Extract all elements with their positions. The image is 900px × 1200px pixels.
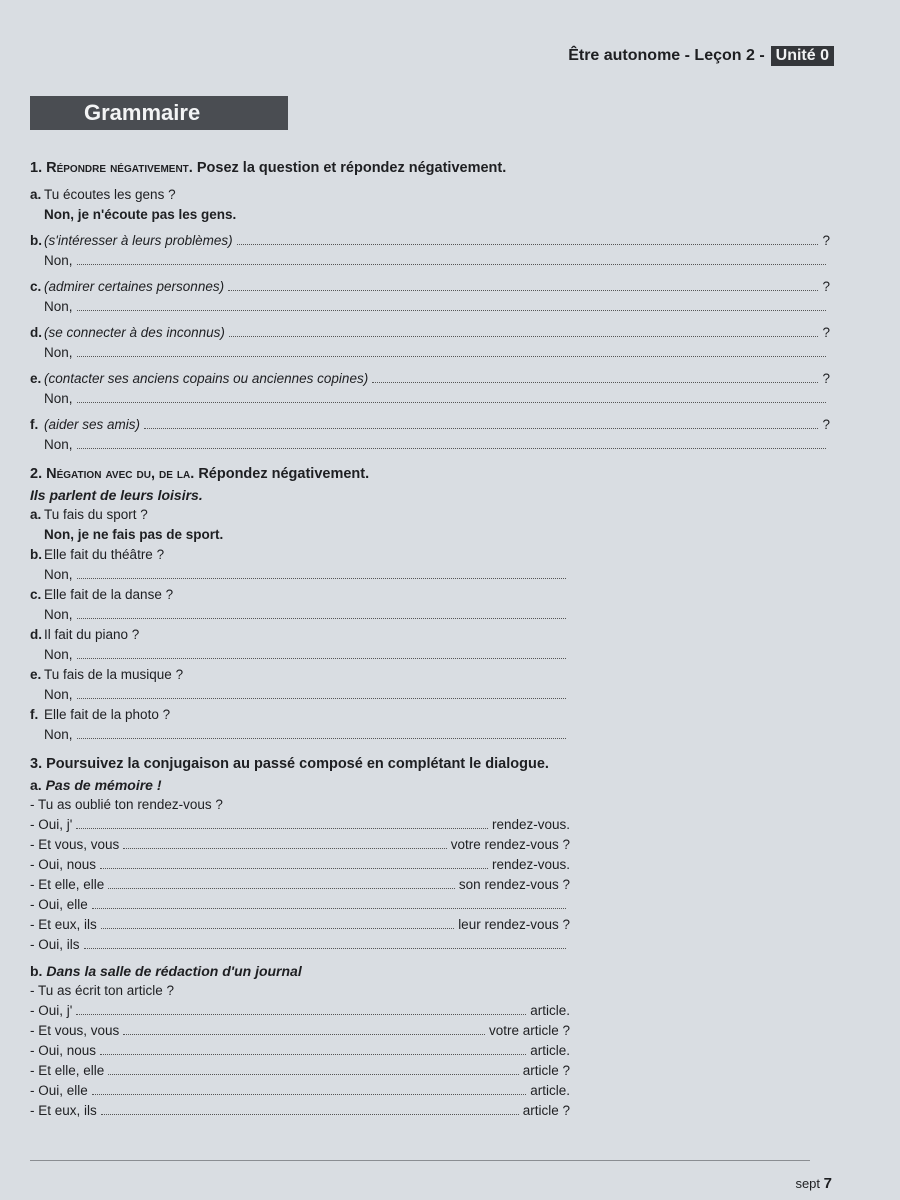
ex1-non-e: Non,	[30, 389, 830, 409]
dialog-line	[30, 835, 570, 855]
page-number: sept 7	[795, 1175, 832, 1192]
ex2-item-b: b. Elle fait du théâtre ?	[30, 547, 165, 562]
answer-line[interactable]	[108, 875, 455, 889]
ex1-non-c: Non,	[30, 297, 830, 317]
dialog-line	[30, 935, 570, 955]
answer-line[interactable]	[123, 835, 446, 849]
dialog-line-end: rendez-vous.	[491, 857, 570, 872]
answer-line[interactable]	[92, 1081, 526, 1095]
dialog-line	[30, 855, 570, 875]
dialog-line-end: article ?	[522, 1103, 570, 1118]
footer-rule	[30, 1160, 810, 1161]
ex1-item-c: c. (admirer certaines personnes) ?	[30, 279, 830, 294]
dialog-line	[30, 1061, 570, 1081]
dialog-line	[30, 815, 570, 835]
ex2-item-d: d. Il fait du piano ?	[30, 627, 140, 642]
answer-line[interactable]	[101, 915, 454, 929]
exercise-1	[30, 157, 830, 455]
dialog-b	[30, 981, 570, 1121]
dialog-line-end: rendez-vous.	[491, 817, 570, 832]
ex1-item-f: f. (aider ses amis) ?	[30, 417, 830, 432]
answer-line[interactable]	[77, 343, 826, 357]
ex2-item-f: f. Elle fait de la photo ?	[30, 707, 171, 722]
dialog-a	[30, 795, 570, 955]
ex1-item-d: d. (se connecter à des inconnus) ?	[30, 325, 830, 340]
dialog-line	[30, 875, 570, 895]
answer-line[interactable]	[77, 645, 566, 659]
answer-line[interactable]	[144, 415, 818, 429]
dialog-line	[30, 915, 570, 935]
dialog-line	[30, 981, 570, 1001]
dialog-line	[30, 795, 570, 815]
lesson-title: Être autonome - Leçon 2 -	[568, 47, 765, 64]
exercise-2-title: 2. Négation avec du, de la. Répondez négativement.	[30, 466, 370, 482]
exercise-1-title: 1. Répondre négativement. Posez la question et répondez négativement.	[30, 160, 507, 176]
ex2-non-b: Non,	[30, 565, 570, 585]
answer-line[interactable]	[77, 297, 826, 311]
dialog-line-end: votre article ?	[488, 1023, 570, 1038]
ex2-item-a: a. Tu fais du sport ?	[30, 507, 148, 522]
answer-line[interactable]	[372, 369, 818, 383]
answer-line[interactable]	[77, 605, 566, 619]
dialog-line-end: article.	[530, 1003, 570, 1018]
answer-line[interactable]	[77, 389, 826, 403]
ex1-non-f: Non,	[30, 435, 830, 455]
ex2-item-c: c. Elle fait de la danse ?	[30, 587, 174, 602]
answer-line[interactable]	[77, 685, 566, 699]
exercises	[30, 157, 830, 1121]
dialog-line-start: - Et eux, ils	[30, 917, 97, 932]
answer-line[interactable]	[92, 895, 566, 909]
dialog-line	[30, 1101, 570, 1121]
dialog-line-start: - Oui, elle	[30, 897, 88, 912]
answer-line[interactable]	[123, 1021, 485, 1035]
dialog-line-start: - Et elle, elle	[30, 877, 105, 892]
dialog-line-start: - Et vous, vous	[30, 1023, 120, 1038]
answer-line[interactable]	[77, 251, 826, 265]
exercise-3-title: 3. Poursuivez la conjugaison au passé composé en complétant le dialogue.	[30, 756, 549, 772]
answer-line[interactable]	[77, 565, 566, 579]
ex2-non-c: Non,	[30, 605, 570, 625]
ex2-answer-a: Non, je ne fais pas de sport.	[44, 527, 224, 542]
dialog-line-end: article ?	[522, 1063, 570, 1078]
dialog-line-end: votre rendez-vous ?	[450, 837, 570, 852]
answer-line[interactable]	[77, 725, 566, 739]
dialog-line-end: article.	[530, 1043, 570, 1058]
dialog-line-start: - Et eux, ils	[30, 1103, 97, 1118]
dialog-line-start: - Oui, nous	[30, 857, 97, 872]
ex2-non-e: Non,	[30, 685, 570, 705]
answer-line[interactable]	[100, 1041, 526, 1055]
ex2-non-f: Non,	[30, 725, 570, 745]
ex2-item-e: e. Tu fais de la musique ?	[30, 667, 184, 682]
dialog-line-start: - Oui, elle	[30, 1083, 88, 1098]
dialog-line-start: - Oui, j'	[30, 1003, 73, 1018]
exercise-3	[30, 753, 570, 1121]
answer-line[interactable]	[228, 277, 818, 291]
answer-line[interactable]	[100, 855, 488, 869]
answer-line[interactable]	[84, 935, 566, 949]
answer-line[interactable]	[76, 815, 488, 829]
ex1-non-b: Non,	[30, 251, 830, 271]
answer-line[interactable]	[108, 1061, 518, 1075]
page-header	[568, 46, 834, 66]
section-banner: Grammaire	[30, 96, 288, 130]
dialog-line-start: - Tu as écrit ton article ?	[30, 983, 175, 998]
exercise-2-subtitle: Ils parlent de leurs loisirs.	[30, 487, 203, 503]
answer-line[interactable]	[77, 435, 826, 449]
dialog-line	[30, 1021, 570, 1041]
dialog-line-start: - Oui, nous	[30, 1043, 97, 1058]
dialog-line	[30, 1081, 570, 1101]
answer-line[interactable]	[76, 1001, 526, 1015]
dialog-line-end: article.	[530, 1083, 570, 1098]
answer-line[interactable]	[101, 1101, 519, 1115]
dialog-line	[30, 895, 570, 915]
answer-line[interactable]	[229, 323, 819, 337]
exercise-2	[30, 463, 570, 745]
ex2-non-d: Non,	[30, 645, 570, 665]
dialog-line-end: son rendez-vous ?	[458, 877, 570, 892]
ex1-answer-a: Non, je n'écoute pas les gens.	[44, 207, 237, 222]
dialog-line-start: - Oui, j'	[30, 817, 73, 832]
dialog-line-start: - Oui, ils	[30, 937, 80, 952]
unit-badge: Unité 0	[771, 46, 834, 66]
dialog-line-end: leur rendez-vous ?	[458, 917, 570, 932]
dialog-line-start: - Et vous, vous	[30, 837, 120, 852]
answer-line[interactable]	[237, 231, 819, 245]
ex1-non-d: Non,	[30, 343, 830, 363]
ex1-item-e: e. (contacter ses anciens copains ou anciennes copines) ?	[30, 371, 830, 386]
ex1-item-b: b. (s'intéresser à leurs problèmes) ?	[30, 233, 830, 248]
ex1-item-a: a. Tu écoutes les gens ?	[30, 187, 176, 202]
exercise-3b-title: b. Dans la salle de rédaction d'un journal	[30, 963, 302, 979]
dialog-line	[30, 1001, 570, 1021]
dialog-line-start: - Et elle, elle	[30, 1063, 105, 1078]
dialog-line	[30, 1041, 570, 1061]
dialog-line-start: - Tu as oublié ton rendez-vous ?	[30, 797, 223, 812]
exercise-3a-title: a. Pas de mémoire !	[30, 777, 162, 793]
